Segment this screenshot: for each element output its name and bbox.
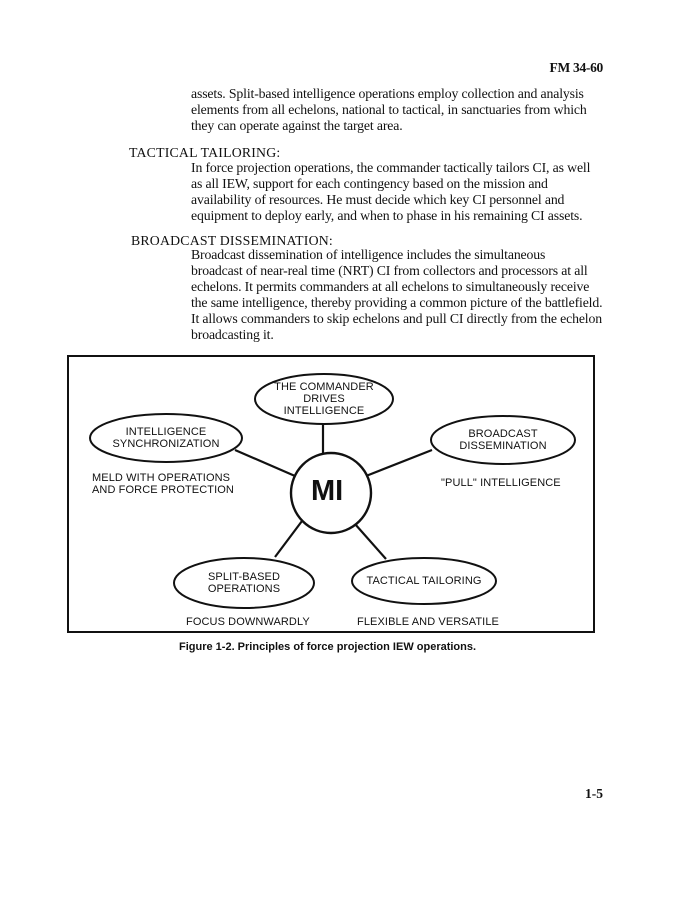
- broadcast-dissemination-paragraph: [191, 247, 601, 343]
- section-heading-tactical-tailoring: TACTICAL TAILORING:: [129, 145, 281, 160]
- label-line: OPERATIONS: [207, 583, 281, 595]
- note-focus-downwardly: FOCUS DOWNWARDLY: [186, 616, 310, 628]
- text-line: assets. Split-based intelligence operations employ collection and analysis: [191, 86, 584, 101]
- page-number: 1-5: [585, 786, 603, 801]
- text-line: broadcasting it.: [191, 327, 274, 342]
- label-line: SYNCHRONIZATION: [112, 438, 220, 450]
- label-line: DISSEMINATION: [459, 440, 547, 452]
- text-line: availability of resources. He must decide which key CI personnel and: [191, 192, 565, 207]
- text-line: equipment to deploy early, and when to phase in his remaining CI assets.: [191, 208, 583, 223]
- text-line: It allows commanders to skip echelons and pull CI directly from the echelon: [191, 311, 602, 326]
- connector-bottom-right: [355, 524, 386, 559]
- connector-bottom-left: [275, 521, 302, 557]
- label-line: DRIVES: [303, 393, 345, 405]
- manual-id: FM 34-60: [549, 60, 603, 75]
- node-label-tactical-tailoring: [352, 575, 496, 587]
- label-line: INTELLIGENCE: [125, 426, 207, 438]
- node-label-commander: [255, 381, 393, 417]
- text-line: elements from all echelons, national to tactical, in sanctuaries from which: [191, 102, 587, 117]
- label-line: INTELLIGENCE: [283, 405, 365, 417]
- node-label-split-based-operations: [174, 571, 314, 595]
- connector-right: [366, 450, 432, 476]
- figure-frame: [67, 355, 595, 633]
- label-line: SPLIT-BASED: [207, 571, 280, 583]
- label-line: BROADCAST: [468, 428, 538, 440]
- note-pull-intelligence: "PULL" INTELLIGENCE: [441, 477, 561, 489]
- note-meld-with-operations: [92, 472, 234, 496]
- text-line: Broadcast dissemination of intelligence includes the simultaneous: [191, 247, 546, 262]
- label-line: TACTICAL TAILORING: [366, 575, 482, 587]
- note-line: AND FORCE PROTECTION: [92, 484, 234, 496]
- section-heading-broadcast-dissemination: BROADCAST DISSEMINATION:: [131, 233, 333, 248]
- note-flexible-and-versatile: FLEXIBLE AND VERSATILE: [357, 616, 499, 628]
- center-label-mi: MI: [311, 475, 344, 507]
- text-line: broadcast of near-real time (NRT) CI from collectors and processors at all: [191, 263, 588, 278]
- intro-paragraph: [191, 86, 601, 134]
- figure-caption: Figure 1-2. Principles of force projection IEW operations.: [179, 641, 477, 653]
- node-label-broadcast-dissemination: [431, 428, 575, 452]
- text-line: the same intelligence, thereby providing a common picture of the battlefield.: [191, 295, 603, 310]
- node-label-intelligence-synchronization: [90, 426, 242, 450]
- text-line: they can operate against the target area.: [191, 118, 403, 133]
- connector-left: [235, 450, 295, 476]
- text-line: as all IEW, support for each contingency based on the mission and: [191, 176, 548, 191]
- tactical-tailoring-paragraph: [191, 160, 601, 224]
- text-line: In force projection operations, the commander tactically tailors CI, as well: [191, 160, 591, 175]
- text-line: echelons. It permits commanders at all echelons to simultaneously receive: [191, 279, 590, 294]
- label-line: THE COMMANDER: [274, 381, 374, 393]
- note-line: MELD WITH OPERATIONS: [92, 472, 231, 484]
